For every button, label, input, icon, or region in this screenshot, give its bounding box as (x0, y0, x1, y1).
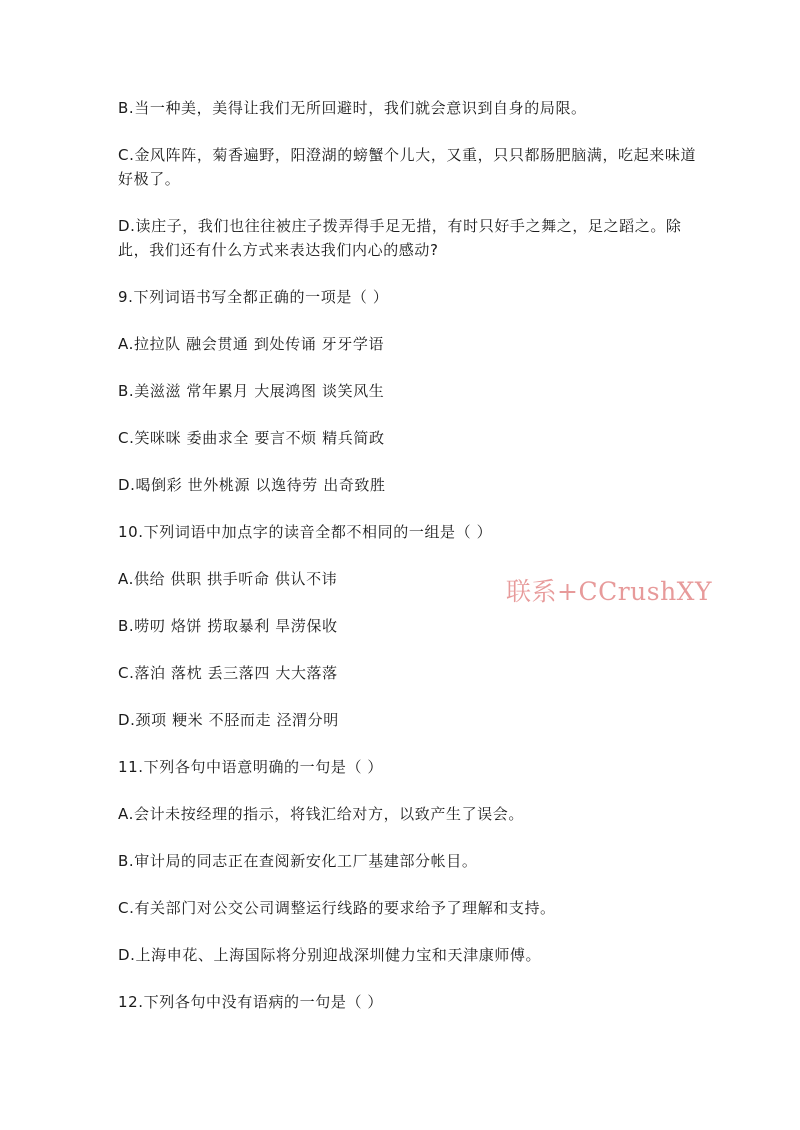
q8-option-c: C.金风阵阵，菊香遍野，阳澄湖的螃蟹个儿大，又重，只只都肠肥脑满，吃起来味道好极了。 (118, 146, 697, 188)
q9-option-b: B.美滋滋 常年累月 大展鸿图 谈笑风生 (118, 382, 385, 400)
contact-watermark: 联系+CCrushXY (506, 577, 712, 606)
q10-stem: 10.下列词语中加点字的读音全都不相同的一组是（ ） (118, 523, 493, 541)
q8-option-b: B.当一种美，美得让我们无所回避时，我们就会意识到自身的局限。 (118, 99, 587, 117)
q11-option-d: D.上海申花、上海国际将分别迎战深圳健力宝和天津康师傅。 (118, 946, 542, 964)
q10-option-b: B.唠叨 烙饼 捞取暴利 旱涝保收 (118, 617, 338, 635)
q9-option-c: C.笑咪咪 委曲求全 要言不烦 精兵简政 (118, 429, 385, 447)
q11-option-c: C.有关部门对公交公司调整运行线路的要求给予了理解和支持。 (118, 899, 556, 917)
q10-option-a: A.供给 供职 拱手听命 供认不讳 (118, 570, 338, 588)
q11-stem: 11.下列各句中语意明确的一句是（ ） (118, 758, 384, 776)
q10-option-c: C.落泊 落枕 丢三落四 大大落落 (118, 664, 338, 682)
document-page (118, 96, 698, 1037)
q9-option-a: A.拉拉队 融会贯通 到处传诵 牙牙学语 (118, 335, 385, 353)
q11-option-a: A.会计未按经理的指示，将钱汇给对方，以致产生了误会。 (118, 805, 524, 823)
q8-option-d: D.读庄子，我们也往往被庄子拨弄得手足无措，有时只好手之舞之，足之蹈之。除此，我们还有什么方式来表达我们内心的感动? (118, 217, 682, 259)
q12-stem: 12.下列各句中没有语病的一句是（ ） (118, 993, 384, 1011)
q9-stem: 9.下列词语书写全都正确的一项是（ ） (118, 288, 389, 306)
q9-option-d: D.喝倒彩 世外桃源 以逸待劳 出奇致胜 (118, 476, 386, 494)
q10-option-d: D.颈项 粳米 不胫而走 泾渭分明 (118, 711, 339, 729)
q11-option-b: B.审计局的同志正在查阅新安化工厂基建部分帐目。 (118, 852, 478, 870)
